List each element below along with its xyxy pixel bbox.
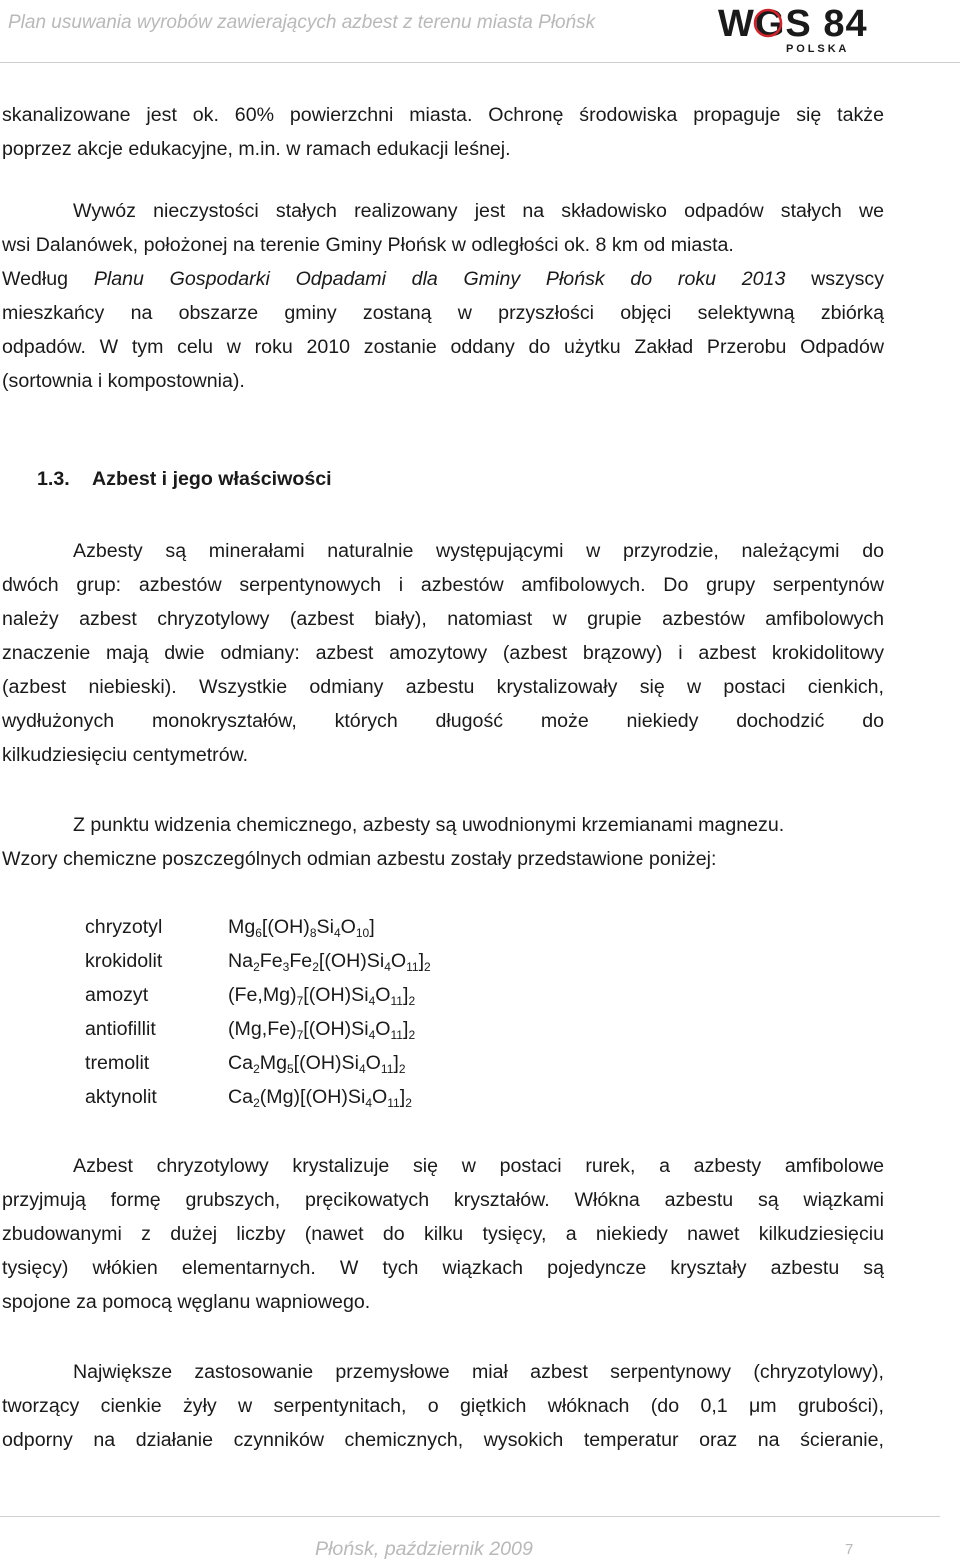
text-line: Wzory chemiczne poszczególnych odmian azbestu zostały przedstawione poniżej: [2,848,717,870]
formula-part: Mg [228,916,256,938]
formula-part: Ca [228,1052,254,1074]
section-title: Azbest i jego właściwości [92,468,332,490]
formula-subscript: 2 [398,1062,406,1076]
formula-part: ] [402,984,409,1006]
formula-part: O [372,1086,388,1108]
mineral-name: tremolit [85,1052,150,1074]
formula-part: ] [399,1086,406,1108]
formula-subscript: 11 [390,994,403,1008]
text-line: znaczenie mają dwie odmiany: azbest amozytowy (azbest brązowy) i azbest krokidolitowy [2,642,884,664]
mineral-name: antiofillit [85,1018,156,1040]
text-line: tworzący cienkie żyły w serpentynitach, o giętkich włóknach (do 0,1 μm grubości), [2,1395,884,1417]
text-line: (sortownia i kompostownia). [2,370,245,392]
page-number: 7 [845,1541,854,1558]
formula-part: Ca [228,1086,254,1108]
mineral-name: aktynolit [85,1086,157,1108]
formula-part: O [365,1052,381,1074]
text-line: Wywóz nieczystości stałych realizowany jest na składowisko odpadów stałych we [73,200,884,222]
text-line: zbudowanymi z dużej liczby (nawet do kilku tysięcy, a niekiedy nawet kilkudziesięciu [2,1223,884,1245]
formula-part: [(OH)Si [318,950,385,972]
formula-part: (Mg)[(OH)Si [259,1086,366,1108]
formula-part: Si [316,916,334,938]
chemical-formula [228,946,431,976]
formula-subscript: 2 [408,1028,416,1042]
text-line: (azbest niebieski). Wszystkie odmiany azbestu krystalizowały się w postaci cienkich, [2,676,884,698]
formula-subscript: 4 [368,994,376,1008]
wgs84-logo [718,2,908,56]
formula-subscript: 11 [390,1028,403,1042]
text-line: Z punktu widzenia chemicznego, azbesty są uwodnionymi krzemianami magnezu. [73,814,785,836]
page-header [0,0,960,62]
text-fragment: wszyscy [785,268,884,290]
text-line: wydłużonych monokryształów, których długość może niekiedy dochodzić do [2,710,884,732]
formula-part: O [390,950,407,972]
plan-citation: Planu Gospodarki Odpadami dla Gminy Płońsk do roku 2013 [93,268,786,290]
formula-subscript: 2 [424,960,431,974]
formula-part: [(OH) [261,916,310,938]
formula-part: ] [402,1018,409,1040]
chemical-formula [228,1082,412,1112]
chemical-formula [228,1048,406,1078]
formula-subscript: 4 [333,926,341,940]
formula-part: ] [393,1052,399,1074]
text-fragment: Według [2,268,94,290]
text-line: Największe zastosowanie przemysłowe miał azbest serpentynowy (chryzotylowy), [73,1361,884,1383]
text-line: skanalizowane jest ok. 60% powierzchni miasta. Ochronę środowiska propaguje się także [2,104,884,126]
chemical-formula [228,912,375,942]
formula-subscript: 2 [312,960,319,974]
formula-subscript: 2 [253,960,260,974]
formula-part: Na [228,950,254,972]
text-line: mieszkańcy na obszarze gminy zostaną w przyszłości objęci selektywną zbiórką [2,302,884,324]
formula-part: [(OH)Si [303,984,369,1006]
formula-part: Fe [259,950,283,972]
formula-part: [(OH)Si [293,1052,359,1074]
formula-subscript: 11 [387,1096,400,1110]
section-heading [37,468,332,491]
formula-subscript: 2 [253,1096,260,1110]
text-line: poprzez akcje edukacyjne, m.in. w ramach edukacji leśnej. [2,138,511,160]
formula-subscript: 2 [253,1062,260,1076]
formula-part: ] [369,916,375,938]
formula-subscript: 11 [406,960,419,974]
text-line: Azbesty są minerałami naturalnie występującymi w przyrodzie, należącymi do [73,540,884,562]
text-line: odpadów. W tym celu w roku 2010 zostanie oddany do użytku Zakład Przerobu Odpadów [2,336,884,358]
formula-subscript: 7 [296,994,304,1008]
text-line: należy azbest chryzotylowy (azbest biały), natomiast w grupie azbestów amfibolowych [2,608,884,630]
section-number: 1.3. [37,468,70,490]
formula-subscript: 5 [286,1062,294,1076]
text-line: wsi Dalanówek, położonej na terenie Gminy Płońsk w odległości ok. 8 km od miasta. [2,234,734,256]
logo-main-text: WGS 84 [718,3,868,45]
formula-part: O [375,984,391,1006]
formula-part: (Mg,Fe) [228,1018,297,1040]
formula-subscript: 11 [380,1062,394,1076]
formula-subscript: 4 [368,1028,376,1042]
formula-subscript: 4 [384,960,391,974]
text-line: spojone za pomocą węglanu wapniowego. [2,1291,371,1313]
chemical-formula [228,1014,415,1044]
text-line: odporny na działanie czynników chemicznych, wysokich temperatur oraz na ścieranie, [2,1429,884,1451]
logo-sub-text: P O L S K A [786,43,847,55]
formula-subscript: 3 [282,960,290,974]
formula-part: ] [418,950,425,972]
text-line: tysięcy) włókien elementarnych. W tych wiązkach pojedyncze kryształy azbestu są [2,1257,884,1279]
formula-subscript: 4 [365,1096,373,1110]
formula-subscript: 2 [405,1096,412,1110]
text-line: przyjmują formę grubszych, pręcikowatych kryształów. Włókna azbestu są wiązkami [2,1189,884,1211]
header-title: Plan usuwania wyrobów zawierających azbest z terenu miasta Płońsk [8,12,596,33]
footer-place-date: Płońsk, październik 2009 [315,1538,533,1560]
text-line: dwóch grup: azbestów serpentynowych i azbestów amfibolowych. Do grupy serpentynów [2,574,884,596]
text-line-with-citation [2,264,884,294]
formula-subscript: 7 [296,1028,304,1042]
mineral-name: krokidolit [85,950,163,972]
text-line: Azbest chryzotylowy krystalizuje się w postaci rurek, a azbesty amfibolowe [73,1155,884,1177]
mineral-name: chryzotyl [85,916,163,938]
formula-subscript: 4 [358,1062,366,1076]
formula-part: (Fe,Mg) [228,984,297,1006]
mineral-name: amozyt [85,984,149,1006]
formula-subscript: 10 [355,926,370,940]
formula-part: Mg [259,1052,287,1074]
header-divider [0,62,960,63]
formula-part: O [340,916,356,938]
formula-part: Fe [289,950,313,972]
chemical-formula [228,980,415,1010]
formula-subscript: 8 [309,926,317,940]
formula-part: [(OH)Si [303,1018,369,1040]
formula-part: O [375,1018,391,1040]
footer-divider [0,1516,940,1517]
formula-subscript: 6 [255,926,262,940]
text-line: kilkudziesięciu centymetrów. [2,744,249,766]
formula-subscript: 2 [408,994,416,1008]
